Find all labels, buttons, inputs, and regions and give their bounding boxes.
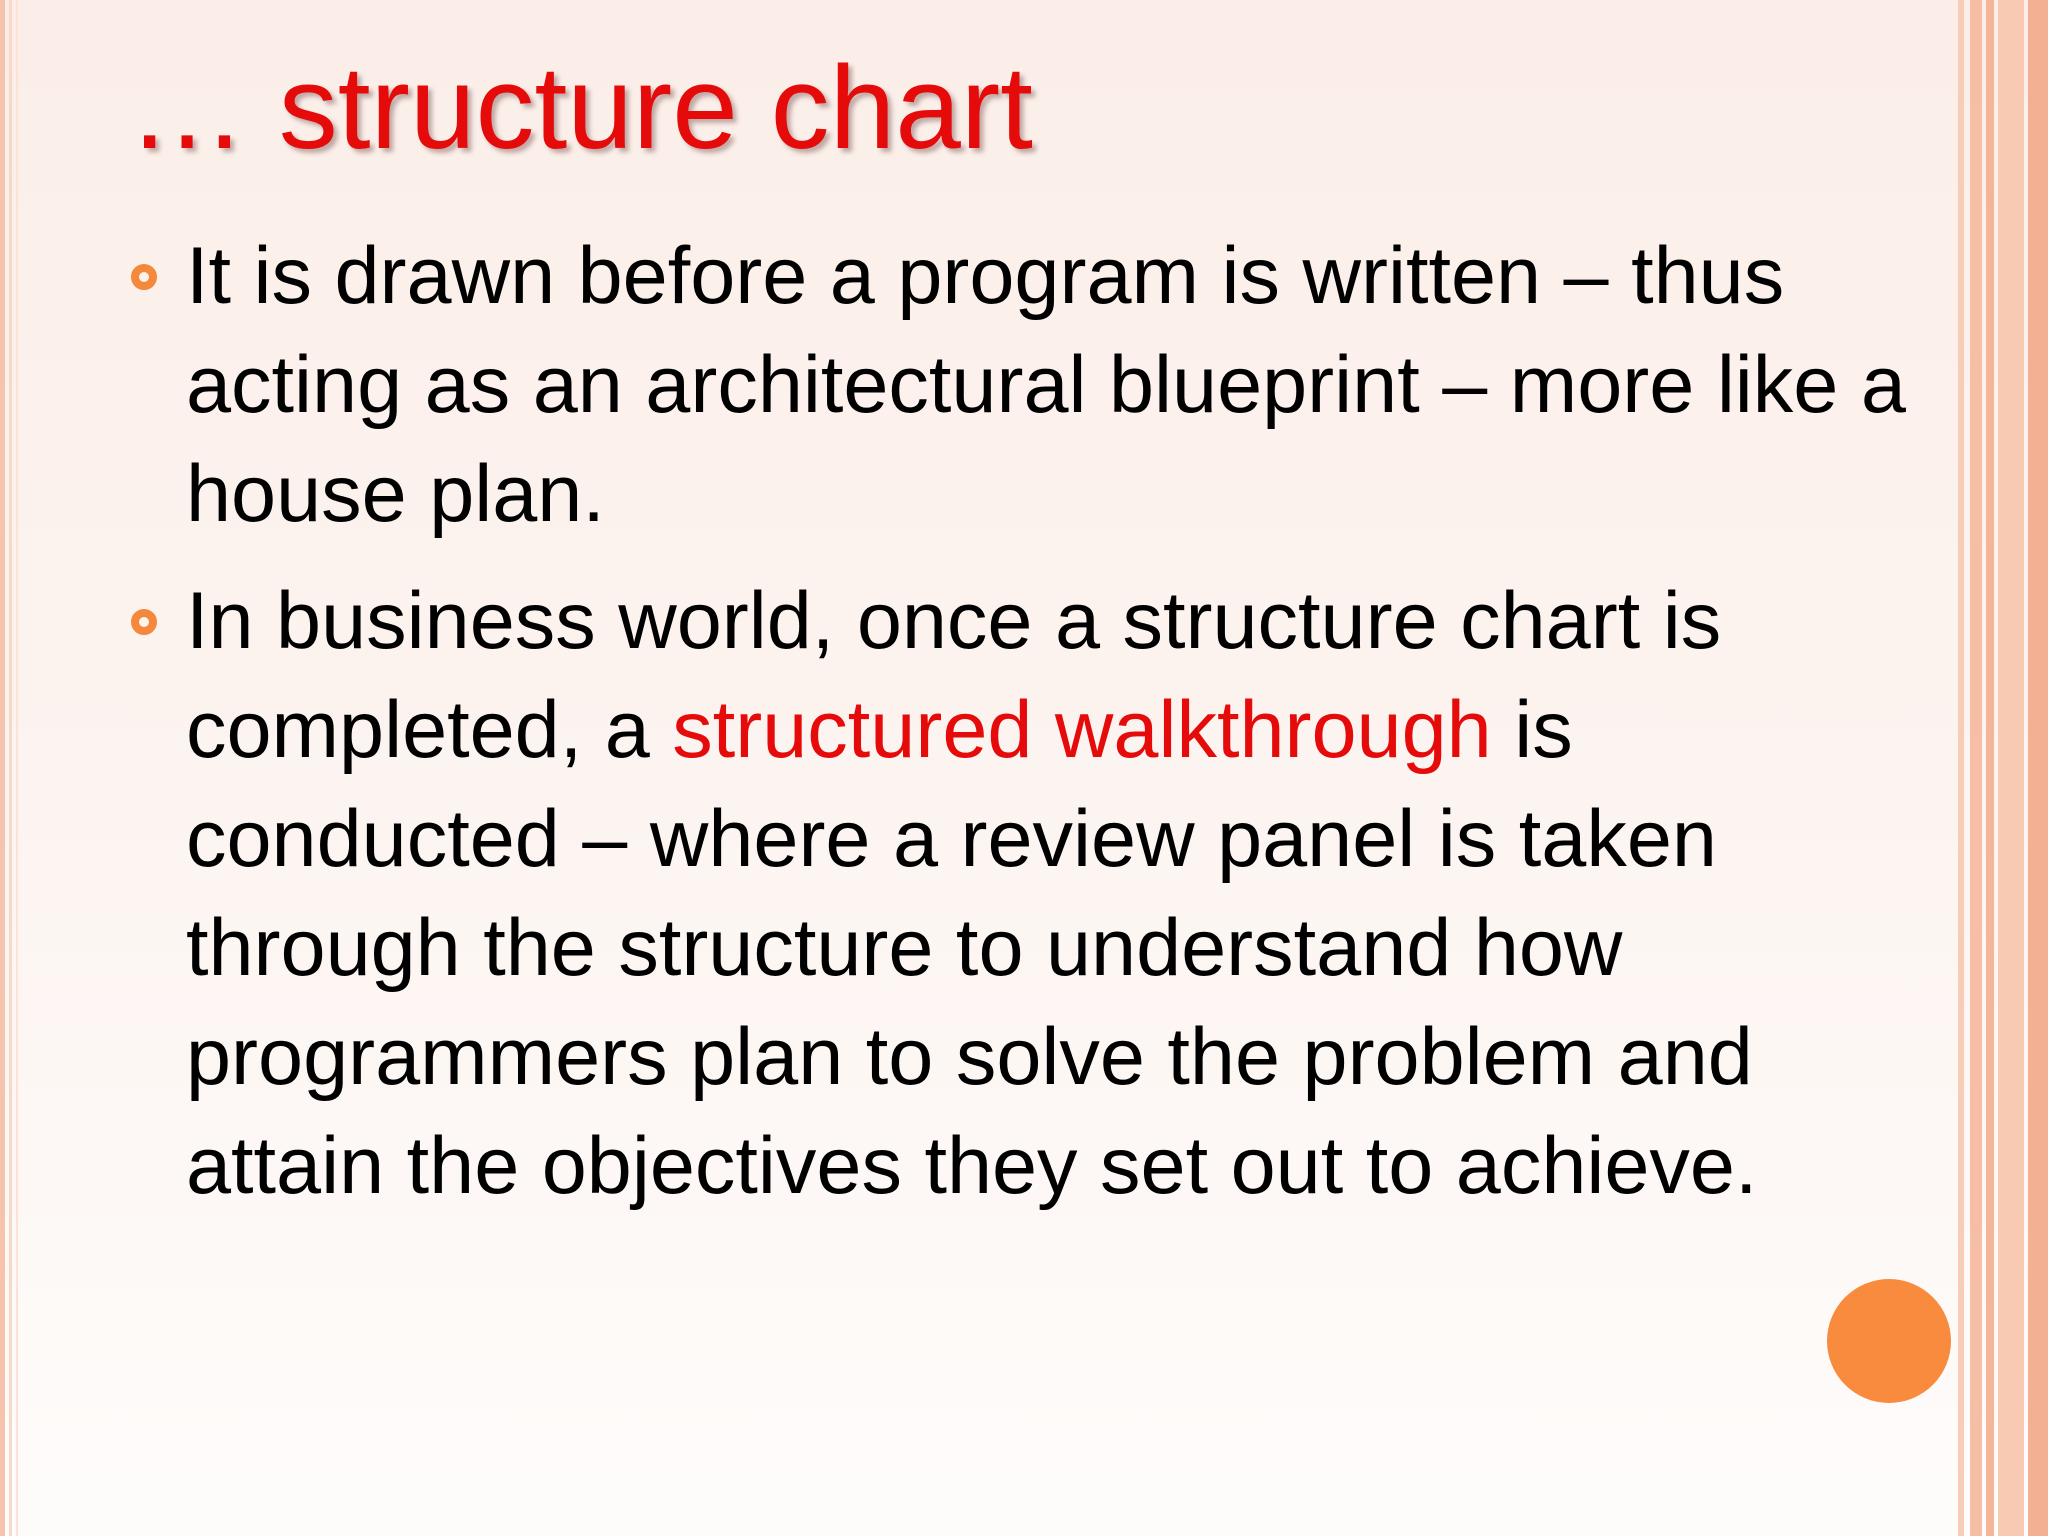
bullet-list <box>128 222 1928 1221</box>
right-border-stripe <box>1986 0 1994 1536</box>
right-border-stripe <box>1958 0 1964 1536</box>
left-border-stripe <box>16 0 18 1536</box>
right-border-stripe <box>1970 0 1982 1536</box>
right-border-stripe <box>1998 0 2024 1536</box>
left-border-stripe <box>9 0 12 1536</box>
bullet-text: It is drawn before a program is written – thus acting as an architectural blueprint – more like a house plan. <box>186 231 1906 539</box>
bullet-text-end: is conducted – where a review panel is taken through the structure to understand how programmers plan to solve the problem and attain the objectives they set out to achieve. <box>186 685 1758 1211</box>
bullet-item <box>128 222 1928 549</box>
left-border-stripe <box>0 0 5 1536</box>
bullet-item <box>128 567 1928 1221</box>
right-border-stripe <box>2028 0 2048 1536</box>
slide-title: … structure chart <box>128 42 1033 174</box>
decorative-circle <box>1827 1279 1951 1403</box>
highlighted-term: structured walkthrough <box>672 685 1492 775</box>
hollow-circle-bullet-icon <box>131 609 157 635</box>
hollow-circle-bullet-icon <box>131 264 157 290</box>
bullet-text-start: In business world, once a structure chart is completed, a <box>186 576 1722 775</box>
